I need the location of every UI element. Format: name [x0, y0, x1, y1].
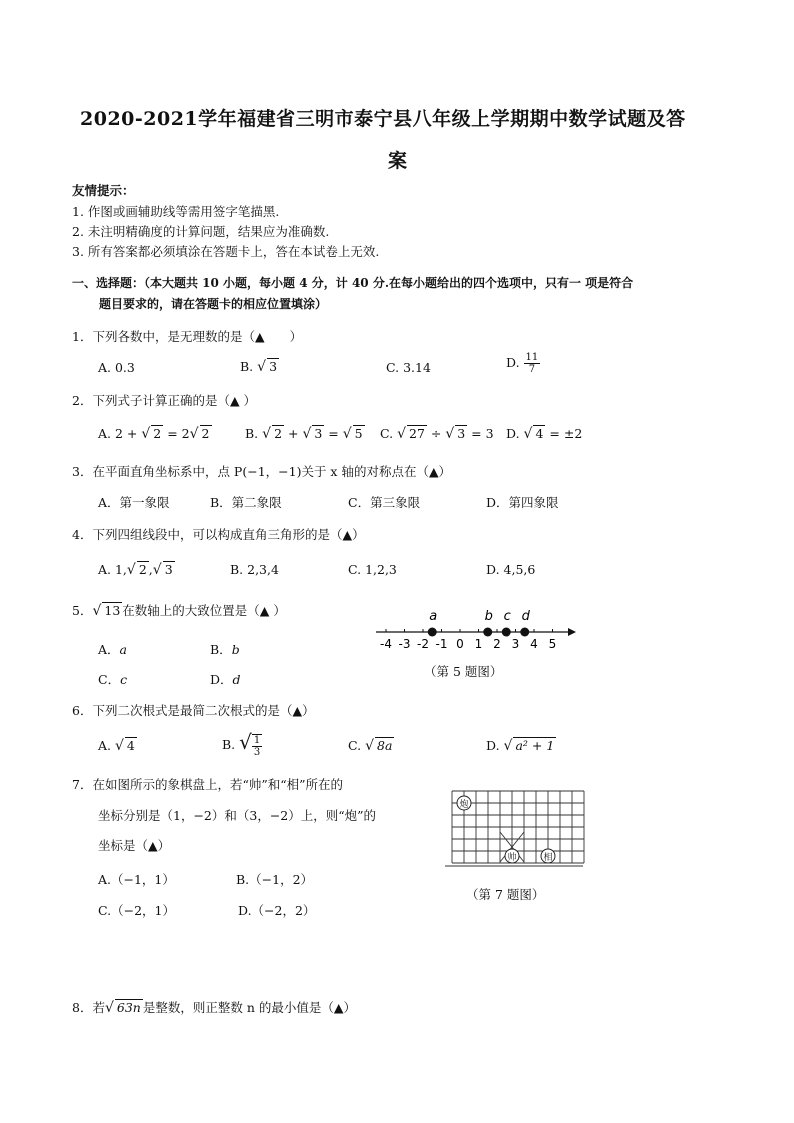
- figure-7-caption: （第 7 题图）: [466, 887, 545, 902]
- tip-item: 1. 作图或画辅助线等需用签字笔描黑.: [72, 204, 280, 219]
- number-line-tick-label: 4: [530, 637, 538, 651]
- question-5-stem: 5．√ 13 在数轴上的大致位置是（▲ ）: [72, 603, 286, 619]
- number-line-figure: [370, 604, 580, 654]
- q3-option-a: A．第一象限: [98, 495, 170, 510]
- q7-option-c: C.（−2，1）: [98, 903, 175, 918]
- page-title-continued: 案: [388, 150, 408, 172]
- q2-option-d: D. √ 4 = ±2: [506, 426, 583, 442]
- number-line-point: [502, 628, 511, 637]
- piece-xiang: [541, 849, 555, 863]
- number-line-point-label: a: [429, 609, 438, 624]
- q5-option-a: A．a: [98, 642, 127, 657]
- number-line-tick-label: -4: [380, 637, 392, 651]
- q2-option-c: C. √ 27 ÷ √ 3 = 3: [380, 426, 494, 442]
- q3-option-c: C．第三象限: [348, 495, 421, 510]
- question-7-line2: 坐标分别是（1，−2）和（3，−2）上，则“炮”的: [98, 808, 377, 823]
- number-line-tick-label: 2: [493, 637, 501, 651]
- q3-option-b: B．第二象限: [210, 495, 282, 510]
- question-6-stem: 6．下列二次根式是最简二次根式的是（▲）: [72, 703, 315, 718]
- number-line-tick-label: 5: [548, 637, 557, 651]
- q7-option-a: A.（−1，1）: [98, 872, 175, 887]
- svg-text:相: 相: [543, 853, 553, 863]
- q5-option-d: D．d: [210, 672, 241, 687]
- q6-option-c: C. √ 8a: [348, 738, 393, 754]
- question-4-stem: 4．下列四组线段中，可以构成直角三角形的是（▲）: [72, 527, 365, 542]
- q1-option-b: B. √ 3: [240, 359, 278, 375]
- section-header: 一、选择题：（本大题共 10 小题，每小题 4 分，计 40 分.在每小题给出的四个选项中，只有一 项是符合: [72, 276, 634, 290]
- q4-option-a: A. 1,√ 2 ,√ 3: [98, 562, 173, 578]
- question-8-stem: 8．若√ 63n 是整数，则正整数 n 的最小值是（▲）: [72, 1000, 356, 1016]
- page-title: 2020-2021学年福建省三明市泰宁县八年级上学期期中数学试题及答: [80, 108, 686, 130]
- number-line-tick-label: -3: [398, 637, 411, 651]
- question-2-stem: 2．下列式子计算正确的是（▲ ）: [72, 393, 257, 408]
- question-7-line3: 坐标是（▲）: [98, 838, 171, 853]
- q4-option-b: B. 2,3,4: [230, 562, 279, 577]
- number-line-point-label: b: [484, 609, 493, 624]
- q3-option-d: D．第四象限: [486, 495, 559, 510]
- q4-option-d: D. 4,5,6: [486, 562, 536, 577]
- q6-option-a: A. √ 4: [98, 738, 135, 754]
- piece-shuai: [505, 849, 519, 863]
- q2-option-b: B. √ 2 + √ 3 = √ 5: [245, 426, 363, 442]
- question-3-stem: 3．在平面直角坐标系中，点 P(−1，−1)关于 x 轴的对称点在（▲）: [72, 464, 452, 479]
- q5-option-c: C．c: [98, 672, 128, 687]
- svg-text:炮: 炮: [459, 800, 469, 810]
- tip-item: 3. 所有答案都必须填涂在答题卡上，答在本试卷上无效.: [72, 244, 380, 259]
- q2-option-a: A. 2 + √ 2 = 2√ 2: [98, 426, 210, 442]
- number-line-tick-label: 3: [511, 637, 520, 651]
- q1-option-c: C. 3.14: [386, 360, 431, 375]
- section-header-continued: 题目要求的，请在答题卡的相应位置填涂）: [99, 297, 328, 311]
- number-line-point-label: d: [521, 609, 530, 624]
- chessboard-figure: [445, 784, 585, 870]
- q7-option-b: B.（−1，2）: [236, 872, 314, 887]
- number-line-tick-label: 0: [456, 637, 464, 651]
- number-line-point: [483, 628, 492, 637]
- tips-heading: 友情提示：: [72, 183, 135, 198]
- number-line-point: [520, 628, 529, 637]
- number-line-point-label: c: [503, 609, 511, 624]
- number-line-tick-label: -2: [417, 637, 429, 651]
- q4-option-c: C. 1,2,3: [348, 562, 397, 577]
- q7-option-d: D.（−2，2）: [238, 903, 316, 918]
- q1-option-d: D. $\frac{11}{7}$: [506, 352, 539, 375]
- q1-option-a: A. 0.3: [98, 360, 135, 375]
- number-line-tick-label: -1: [435, 637, 448, 651]
- svg-text:帅: 帅: [507, 853, 517, 863]
- number-line-tick-label: 1: [474, 637, 483, 651]
- fraction: $\frac{11}{7}$: [525, 352, 539, 375]
- figure-5-caption: （第 5 题图）: [424, 664, 503, 679]
- question-1-stem: 1．下列各数中，是无理数的是（▲ ）: [72, 329, 303, 344]
- number-line-point: [428, 628, 437, 637]
- q6-option-d: D. √ a² + 1: [486, 738, 555, 754]
- question-7-line1: 7．在如图所示的象棋盘上，若“帅”和“相”所在的: [72, 777, 344, 792]
- q6-option-b: B. √ $\frac{1}{3}$: [222, 730, 261, 758]
- q5-option-b: B．b: [210, 642, 240, 657]
- tip-item: 2. 未注明精确度的计算问题，结果应为准确数.: [72, 224, 330, 239]
- piece-pao: [457, 796, 471, 810]
